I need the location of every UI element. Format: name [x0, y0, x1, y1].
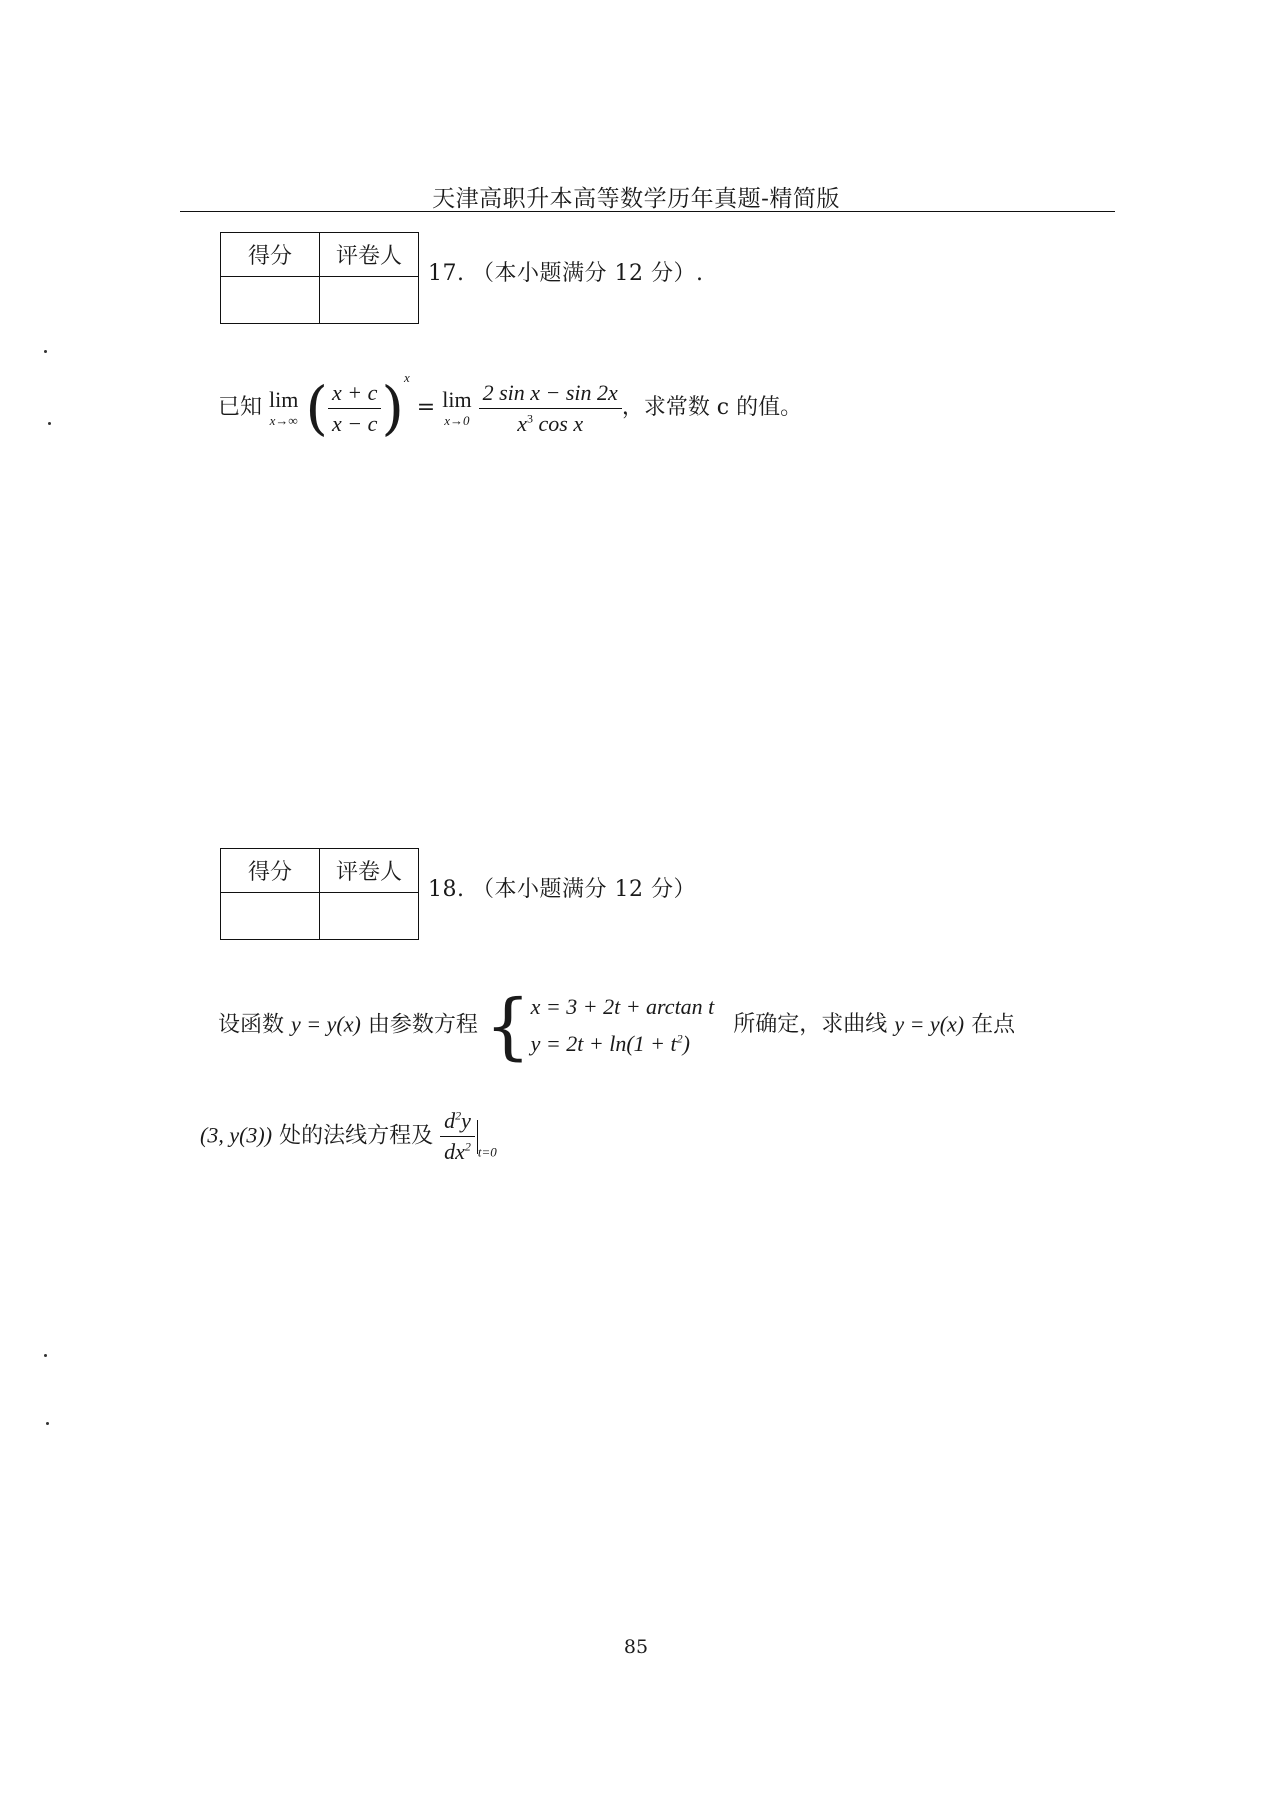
score-cell [221, 277, 320, 324]
header-rule [180, 211, 1115, 212]
q18-heading: 18. （本小题满分 12 分） [428, 877, 696, 902]
q18-point: (3, y(3)) [200, 1122, 273, 1148]
q18-equation-x: x = 3 + 2t + arctan t [530, 994, 715, 1019]
q18-parametric-system [531, 988, 715, 1063]
q18-function: y = y(x) [291, 1011, 361, 1037]
q18-equation-y: $y = 2t + \ln(1 + t^2)$ [530, 1031, 690, 1057]
q18-eval-point: t=0 [477, 1144, 497, 1160]
q17-fraction-1: $\frac{x + c}{x - c}$ [328, 380, 381, 437]
page-header-title: 天津高职升本高等数学历年真题-精简版 [432, 186, 840, 212]
q18-text-d: 在点 [971, 1012, 1016, 1038]
score-header: 得分 [221, 233, 320, 277]
q17-statement [218, 370, 803, 442]
q18-statement-line1 [218, 983, 1016, 1068]
grader-header: 评卷人 [320, 849, 419, 893]
q17-left-paren: ( [305, 374, 328, 442]
q17-right-paren: ) [381, 374, 405, 442]
q18-text-a: 设函数 [218, 1012, 285, 1038]
grader-header: 评卷人 [320, 233, 419, 277]
q18-text-b: 由参数方程 [367, 1012, 478, 1038]
q17-fraction-2: $\frac{\text{2 sin x − sin 2x}}{x^3 \cos x}$ [479, 380, 622, 437]
grader-cell [320, 893, 419, 940]
q17-suffix: ，求常数 c 的值。 [621, 395, 803, 420]
q18-text-e: 处的法线方程及 [279, 1123, 434, 1149]
scan-speck [44, 350, 47, 353]
q18-second-derivative: $\frac{d^2y}{dx^2}$ [440, 1108, 475, 1165]
scan-speck [48, 422, 51, 425]
score-table-q17 [220, 232, 419, 324]
page-number: 85 [623, 1636, 649, 1658]
score-table-q18 [220, 848, 419, 940]
scan-speck [44, 1354, 47, 1357]
q17-prefix: 已知 [218, 395, 263, 420]
q17-heading: 17. （本小题满分 12 分）. [428, 261, 704, 286]
score-cell [221, 893, 320, 940]
q17-limit-2: lim x→0 [442, 387, 472, 428]
score-header: 得分 [221, 849, 320, 893]
q18-statement-line2 [200, 1108, 497, 1165]
q17-limit-1: lim x→∞ [269, 387, 299, 428]
q18-system-brace: { [484, 983, 531, 1068]
q18-curve: y = y(x) [894, 1011, 965, 1037]
q17-exponent: x [404, 370, 410, 385]
q17-equals: = [416, 395, 436, 420]
q18-text-c: 所确定，求曲线 [733, 1012, 888, 1038]
scan-speck [46, 1422, 49, 1425]
grader-cell [320, 277, 419, 324]
